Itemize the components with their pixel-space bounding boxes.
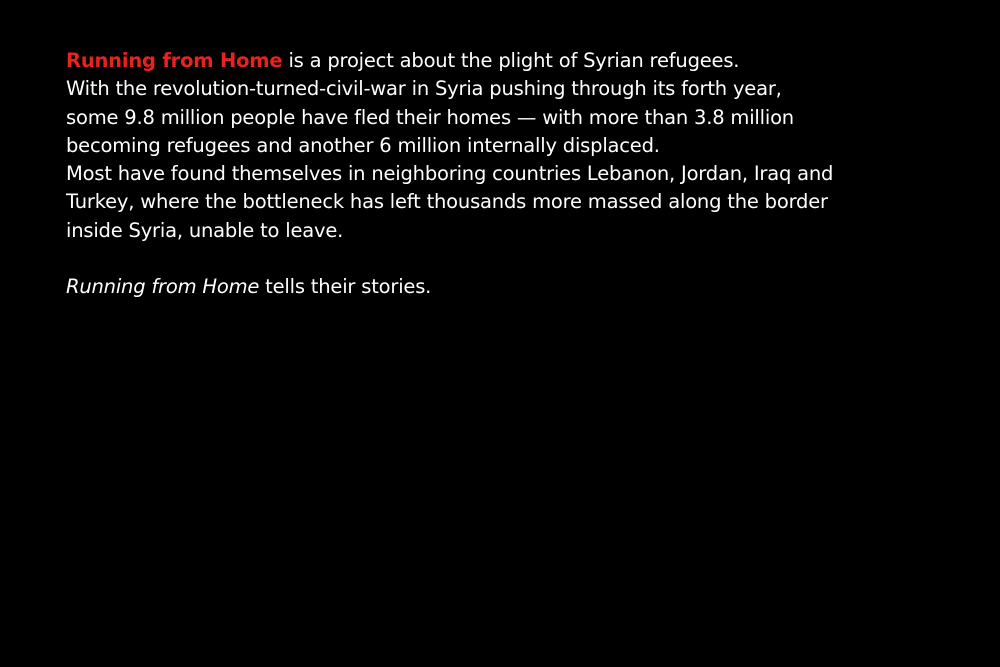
- closing-project-name: Running from Home: [66, 275, 260, 299]
- intro-line-1-text: is a project about the plight of Syrian refugees.: [282, 49, 740, 72]
- intro-line-1: [66, 47, 946, 75]
- closing-line: [66, 273, 946, 301]
- intro-line-7: inside Syria, unable to leave.: [66, 218, 344, 242]
- paragraph-spacer: [66, 245, 946, 273]
- intro-line-5: Most have found themselves in neighboring countries Lebanon, Jordan, Iraq and: [66, 162, 834, 186]
- intro-line-4: becoming refugees and another 6 million internally displaced.: [66, 133, 660, 157]
- closing-line-text: tells their stories.: [259, 275, 432, 299]
- intro-line-6: Turkey, where the bottleneck has left thousands more massed along the border: [66, 190, 828, 214]
- intro-line-3: some 9.8 million people have fled their homes — with more than 3.8 million: [66, 105, 794, 129]
- intro-line-2: With the revolution-turned-civil-war in Syria pushing through its forth year,: [66, 77, 782, 101]
- project-name: Running from Home: [66, 49, 283, 72]
- intro-text-block: [66, 47, 946, 302]
